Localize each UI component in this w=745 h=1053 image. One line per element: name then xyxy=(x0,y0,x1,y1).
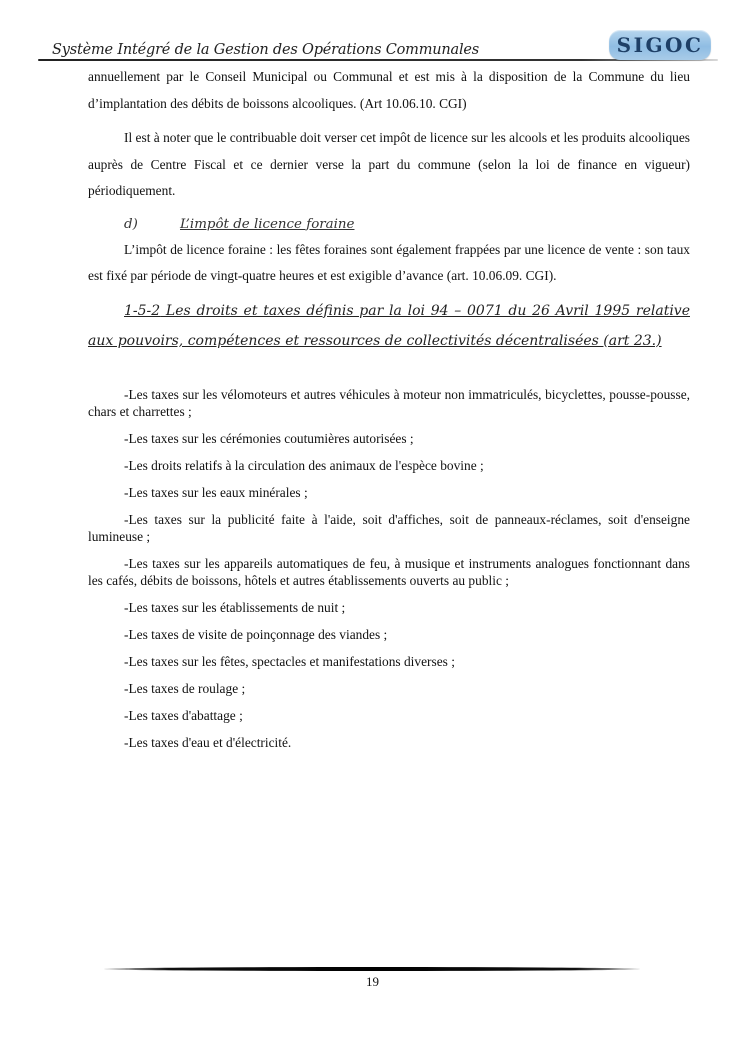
subsection-heading xyxy=(88,213,690,237)
list-item: -Les taxes sur les établissements de nuit ; xyxy=(124,599,346,615)
footer-rule xyxy=(104,967,640,971)
section-number: 1-5-2 xyxy=(124,302,161,319)
list-item: -Les taxes d'eau et d'électricité. xyxy=(124,734,292,750)
paragraph-licence-alcools: Il est à noter que le contribuable doit verser cet impôt de licence sur les alcools et les produits alcooliques auprès de Centre Fiscal et ce dernier verse la part du commune (selon la loi de finance en vigueur) périodiquement. xyxy=(88,130,690,198)
section-title: Les droits et taxes définis par la loi 94 – 0071 du 26 Avril 1995 relative aux pouvoirs, compétences et ressources de collectivités décentralisées (art 23.) xyxy=(88,302,690,349)
subsection-letter: d) xyxy=(124,216,138,232)
list-item: -Les taxes sur les vélomoteurs et autres véhicules à moteur non immatriculés, bicyclettes, pousse-pousse, chars et charrettes ; xyxy=(88,386,690,419)
list-item: -Les taxes de roulage ; xyxy=(124,680,246,696)
list-item: -Les taxes sur les appareils automatiques de feu, à musique et instruments analogues fonctionnant dans les cafés, débits de boissons, hôtels et autres établissements ouverts au public ; xyxy=(88,555,690,588)
list-item: -Les taxes sur les fêtes, spectacles et manifestations diverses ; xyxy=(124,653,455,669)
paragraph-licence-foraine: L’impôt de licence foraine : les fêtes foraines sont également frappées par une licence de vente : son taux est fixé par période de vingt-quatre heures et est exigible d’avance (art. 10.06.09. CGI). xyxy=(88,241,690,283)
taxes-list xyxy=(88,386,690,751)
section-heading xyxy=(88,296,690,356)
page-number: 19 xyxy=(366,974,379,989)
list-item: -Les taxes sur les cérémonies coutumières autorisées ; xyxy=(124,430,414,446)
list-item: -Les droits relatifs à la circulation des animaux de l'espèce bovine ; xyxy=(124,457,484,473)
logo-text: SIGOC xyxy=(616,33,704,57)
subsection-title: L’impôt de licence foraine xyxy=(180,216,355,232)
header-title: Système Intégré de la Gestion des Opérations Communales xyxy=(52,42,480,58)
page-content xyxy=(88,64,690,761)
sigoc-logo xyxy=(609,30,711,60)
list-item: -Les taxes sur la publicité faite à l'aide, soit d'affiches, soit de panneaux-réclames, soit d'enseigne lumineuse ; xyxy=(88,511,690,544)
list-item: -Les taxes sur les eaux minérales ; xyxy=(124,484,308,500)
paragraph-continuation: annuellement par le Conseil Municipal ou Communal et est mis à la disposition de la Commune du lieu d’implantation des débits de boissons alcooliques. (Art 10.06.10. CGI) xyxy=(88,69,690,111)
list-item: -Les taxes d'abattage ; xyxy=(124,707,243,723)
list-item: -Les taxes de visite de poinçonnage des viandes ; xyxy=(124,626,388,642)
